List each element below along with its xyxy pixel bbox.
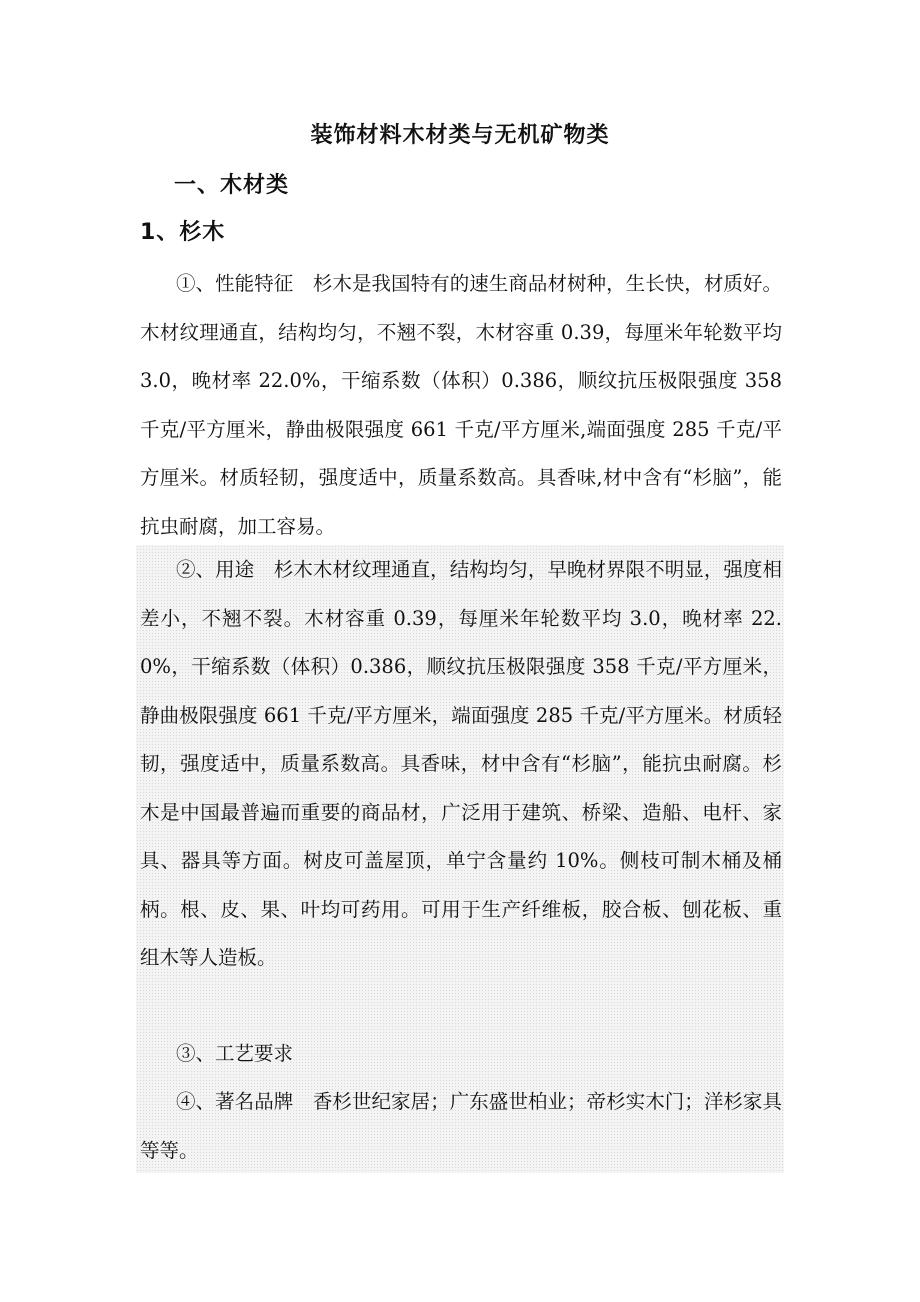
paragraph-performance: ①、性能特征 杉木是我国特有的速生商品材树种，生长快，材质好。木材纹理通直，结构均匀，不翘不裂，木材容重 0.39，每厘米年轮数平均 3.0，晚材率 22.0%，干缩系数（体积）0.386，顺纹抗压极限强度 358 千克/平方厘米，静曲极限强度 661 千克/平方厘米,端面强度 285 千克/平方厘米。材质轻韧，强度适中，质量系数高。具香味,材中含有“杉脑”，能抗虫耐腐，加工容易。	[140, 272, 782, 538]
section-heading: 一、木材类	[174, 173, 290, 198]
paragraph-process: ③、工艺要求	[176, 1042, 294, 1065]
paragraph-brands: ④、著名品牌 香杉世纪家居；广东盛世柏业；帝杉实木门；洋杉家具等等。	[140, 1090, 782, 1162]
paragraph-usage: ②、用途 杉木木材纹理通直，结构均匀，早晚材界限不明显，强度相差小，不翘不裂。木材容重 0.39，每厘米年轮数平均 3.0，晚材率 22.0%，干缩系数（体积）0.386，顺纹抗压极限强度 358 千克/平方厘米，静曲极限强度 661 千克/平方厘米，端面强度 285 千克/平方厘米。材质轻韧，强度适中，质量系数高。具香味，材中含有“杉脑”，能抗虫耐腐。杉木是中国最普遍而重要的商品材，广泛用于建筑、桥梁、造船、电杆、家具、器具等方面。树皮可盖屋顶，单宁含量约 10%。侧枝可制木桶及桶柄。根、皮、果、叶均可药用。可用于生产纤维板，胶合板、刨花板、重组木等人造板。	[140, 558, 782, 969]
subsection-heading: 1、杉木	[140, 220, 226, 245]
document-title: 装饰材料木材类与无机矿物类	[310, 123, 610, 148]
